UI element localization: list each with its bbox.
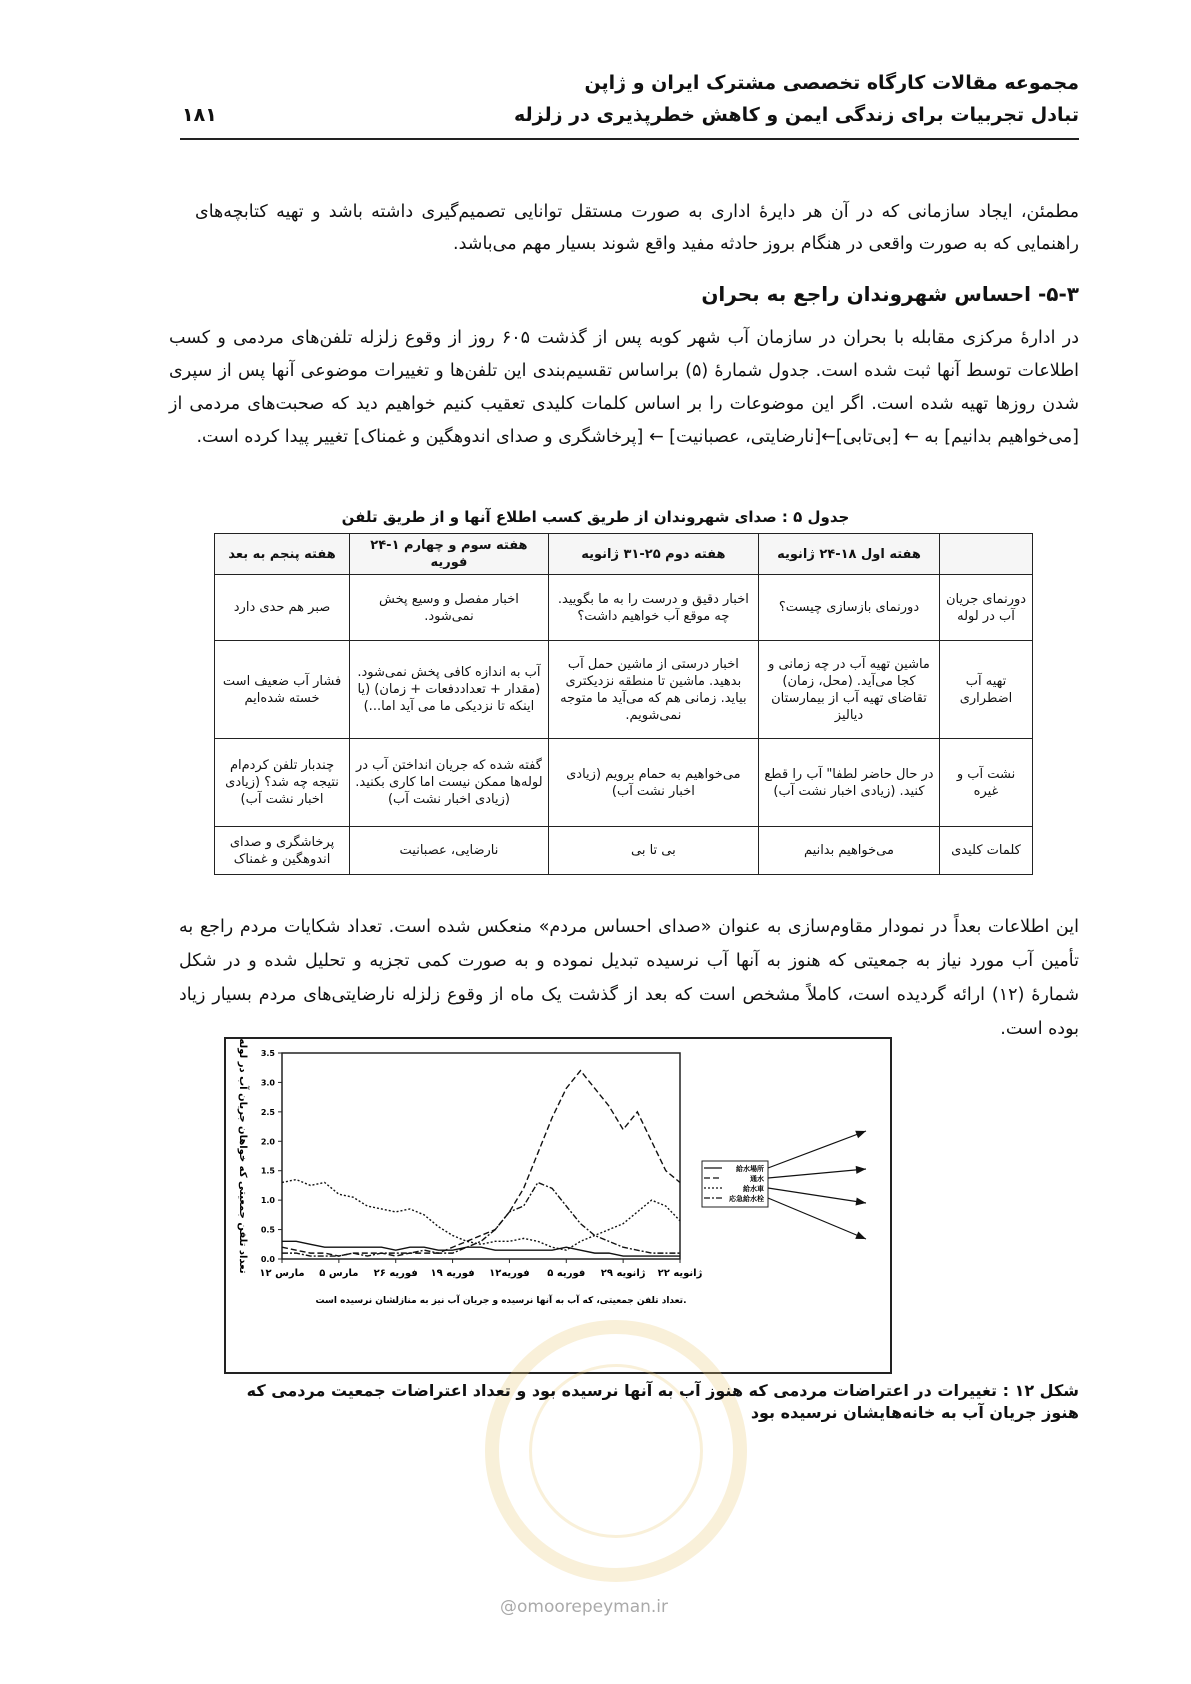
header-title-line1: مجموعه مقالات کارگاه تخصصی مشترک ایران و ژاپن (584, 72, 1079, 94)
table-row-label: کلمات کلیدی (940, 827, 1033, 875)
table-header-week2: هفته دوم ۲۵-۳۱ ژانویه (548, 534, 758, 575)
table-header-week3-4: هفته سوم و چهارم ۱-۲۴ فوریه (350, 534, 549, 575)
legend-arrow-line (768, 1169, 866, 1178)
table-cell: دورنمای بازسازی چیست؟ (758, 575, 939, 641)
watermark-seal (485, 1320, 747, 1582)
table-cell: در حال حاضر لطفا" آب را قطع کنید. (زیادی اخبار نشت آب) (758, 739, 939, 827)
x-tick-label: ۵ فوریه (547, 1268, 586, 1279)
table-5 (214, 533, 1033, 875)
table-header-week1: هفته اول ۱۸-۲۴ ژانویه (758, 534, 939, 575)
table-cell: بی تا بی (548, 827, 758, 875)
intro-paragraph (195, 196, 1079, 260)
legend-entry: 給水場所 (736, 1165, 764, 1173)
section-paragraph (169, 322, 1079, 454)
legend-arrow-line (768, 1198, 866, 1239)
table-cell: ماشین تهیه آب در چه زمانی و کجا می‌آید. (محل، زمان) تقاضای تهیه آب از بیمارستان دیالیز (758, 641, 939, 739)
table-cell: اخبار دقیق و درست را به ما بگویید. چه موقع آب خواهیم داشت؟ (548, 575, 758, 641)
after-table-paragraph (179, 910, 1079, 1046)
legend-entry: 給水車 (743, 1185, 764, 1193)
y-tick-label: 2.0 (260, 1137, 275, 1147)
table-caption: جدول ۵ : صدای شهروندان از طریق کسب اطلاع آنها و از طریق تلفن (341, 508, 850, 526)
section-heading: ۵-۳- احساس شهروندان راجع به بحران (701, 282, 1079, 306)
series-line-3 (282, 1180, 680, 1251)
intro-paragraph-text: مطمئن، ایجاد سازمانی که در آن هر دایرهٔ اداری به صورت مستقل توانایی تصمیم‌گیری داشته باشد و تهیه کتابچه‌های راهنمایی که به صورت واقعی در هنگام بروز حادثه مفید واقع شوند بسیار مهم می‌باشد. (195, 202, 1079, 254)
y-tick-label: 0.5 (260, 1225, 275, 1235)
y-tick-label: 3.0 (260, 1078, 275, 1088)
x-tick-label: ۱۲فوریه (489, 1268, 530, 1279)
legend-arrow-line (768, 1188, 866, 1203)
table-cell: اخبار مفصل و وسیع پخش نمی‌شود. (350, 575, 549, 641)
table-row-label: دورنمای جریان آب در لوله (940, 575, 1033, 641)
table-row (215, 641, 1033, 739)
table-cell: نارضایی، عصبانیت (350, 827, 549, 875)
legend-arrow-line (768, 1131, 866, 1168)
page-number: ۱۸۱ (182, 104, 217, 126)
table-cell: چندبار تلفن کردم‌ام نتیجه چه شد؟ (زیادی اخبار نشت آب) (215, 739, 350, 827)
x-axis-label: تعداد تلفن جمعیتی، که آب به آنها نرسیده و جریان آب نیز به منازلشان نرسیده است. (315, 1296, 687, 1306)
series-line-4 (282, 1182, 680, 1256)
table-row (215, 827, 1033, 875)
table-cell: صبر هم حدی دارد (215, 575, 350, 641)
x-tick-label: ۱۹ فوریه (430, 1268, 475, 1279)
x-tick-label: ۲۶ فوریه (373, 1268, 418, 1279)
header-rule (180, 138, 1079, 140)
table-cell: می‌خواهیم بدانیم (758, 827, 939, 875)
after-table-paragraph-text: این اطلاعات بعداً در نمودار مقاوم‌سازی به عنوان «صدای احساس مردم» منعکس شده است. تعداد شکایات مردم راجع به تأمین آب مورد نیاز به جمعیتی که هنوز به آنها آب نرسیده تبدیل نموده و به صورت کمی تجزیه و تحلیل شده و در شکل شمارهٔ (۱۲) ارائه گردیده است، کاملاً مشخص است که بعد از گذشت یک ماه از وقوع زلزله نارضایتی‌های مردم بسیار زیاد بوده است. (179, 917, 1079, 1039)
watermark-url: @omoorepeyman.ir (500, 1597, 669, 1617)
y-axis-label: تعداد تلفن جمعیتی که خواهان جریان آب در لوله (237, 1039, 248, 1274)
x-tick-label: ۵ مارس (319, 1268, 359, 1279)
table-cell: پرخاشگری و صدای اندوهگین و غمناک (215, 827, 350, 875)
series-line-2 (282, 1071, 680, 1256)
x-tick-label: ۲۲ ژانویه (657, 1268, 703, 1279)
legend-arrow-head (856, 1166, 866, 1174)
section-paragraph-text: در ادارهٔ مرکزی مقابله با بحران در سازمان آب شهر کوبه پس از گذشت ۶۰۵ روز از وقوع زلزله تلفن‌های مردمی و کسب اطلاعات توسط آنها ثبت شده است. جدول شمارهٔ (۵) براساس تقسیم‌بندی این تلفن‌ها و تغییرات موضوعی آنها پس از سپری شدن روزها تهیه شده است. اگر این موضوعات را بر اساس کلمات کلیدی تعقیب کنیم خواهیم دید که صحبت‌های مردمی از [می‌خواهیم بدانیم] به ← [بی‌تابی]←[نارضایتی، عصبانیت] ← [پرخاشگری و صدای اندوهگین و غمناک] تغییر پیدا کرده است. (169, 328, 1079, 447)
y-tick-label: 3.5 (260, 1049, 275, 1058)
y-tick-label: 0.0 (260, 1255, 275, 1264)
legend-entry: 応急給水栓 (729, 1195, 764, 1203)
x-tick-label: ۱۲ مارس (259, 1268, 305, 1279)
legend-arrow-head (855, 1131, 866, 1138)
table-row-label: تهیه آب اضطراری (940, 641, 1033, 739)
series-line-1 (282, 1241, 680, 1256)
figure-12-chart (226, 1039, 890, 1372)
y-tick-label: 1.5 (260, 1166, 275, 1176)
table-cell: اخبار درستی از ماشین حمل آب بدهید. ماشین تا منطقه نزدیکتری بیاید. زمانی هم که می‌آید ما متوجه نمی‌شویم. (548, 641, 758, 739)
table-header-corner (940, 534, 1033, 575)
header-title-line2: تبادل تجربیات برای زندگی ایمن و کاهش خطرپذیری در زلزله (514, 104, 1079, 126)
table-row-label: نشت آب و غیره (940, 739, 1033, 827)
table-cell: می‌خواهیم به حمام برویم (زیادی اخبار نشت آب) (548, 739, 758, 827)
legend-arrow-head (855, 1231, 866, 1239)
table-row (215, 575, 1033, 641)
figure-12-frame (224, 1037, 892, 1374)
table-cell: آب به اندازه کافی پخش نمی‌شود. (مقدار + تعداددفعات + زمان) (یا اینکه تا نزدیکی ما می آید اما...) (350, 641, 549, 739)
x-tick-label: ۲۹ ژانویه (600, 1268, 646, 1279)
figure-caption: شکل ۱۲ : تغییرات در اعتراضات مردمی که هنوز آب به آنها نرسیده بود و تعداد اعتراضات جمعیت مردمی که هنوز جریان آب به خانه‌هایشان نرسیده بود (246, 1381, 1079, 1422)
table-row (215, 739, 1033, 827)
legend-entry: 通水 (750, 1175, 764, 1183)
y-tick-label: 2.5 (260, 1107, 275, 1117)
plot-area (282, 1053, 680, 1259)
table-header-week5: هفته پنجم به بعد (215, 534, 350, 575)
table-cell: گفته شده که جریان انداختن آب در لوله‌ها ممکن نیست اما کاری بکنید. (زیادی اخبار نشت آب) (350, 739, 549, 827)
table-cell: فشار آب ضعیف است خسته شده‌ایم (215, 641, 350, 739)
legend-arrow-head (856, 1198, 866, 1206)
table-header-row (215, 534, 1033, 575)
y-tick-label: 1.0 (260, 1196, 275, 1206)
